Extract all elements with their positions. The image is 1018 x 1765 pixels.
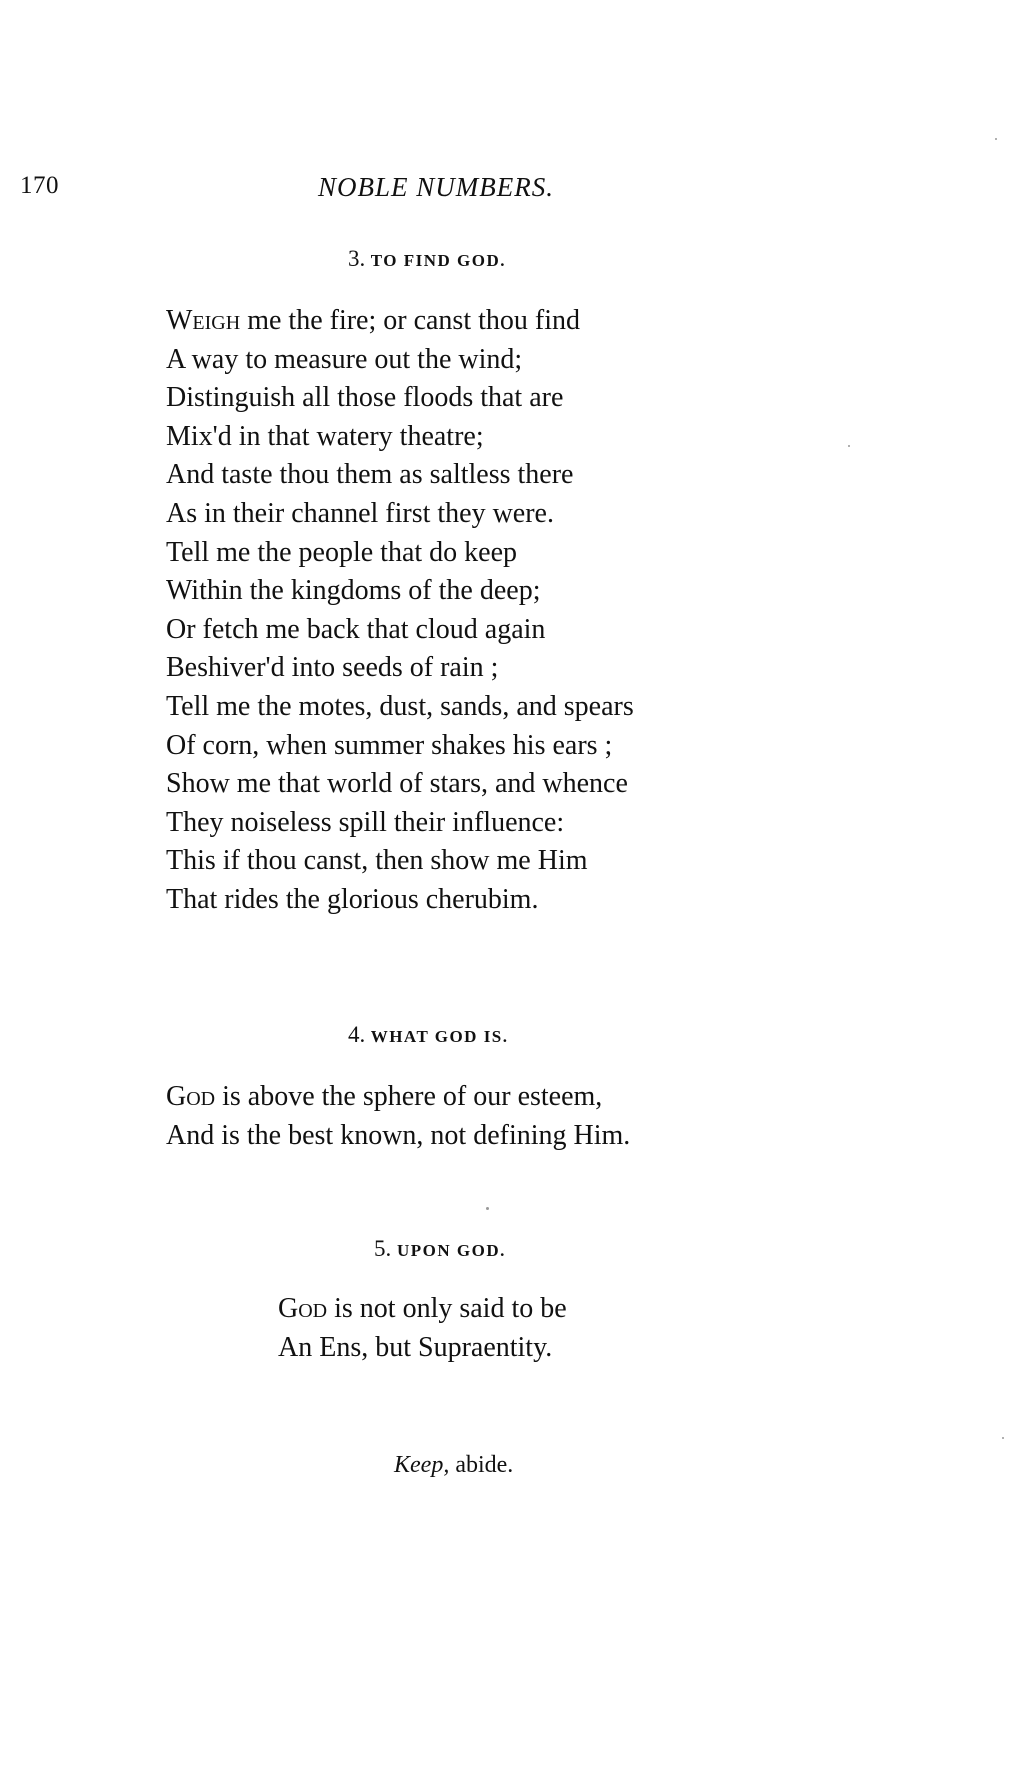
poem-line: Show me that world of stars, and whence [166,768,628,800]
poem-line: Beshiver'd into seeds of rain ; [166,652,499,684]
poem-line: Within the kingdoms of the deep; [166,575,541,607]
poem-line: Or fetch me back that cloud again [166,613,546,645]
poem-line: As in their channel first they were. [166,497,554,529]
scan-speck [848,445,850,447]
footnote-keyword: Keep, [394,1452,450,1478]
first-line-text: me the fire; or canst thou find [240,305,580,336]
poem-line: An Ens, but Supraentity. [278,1331,553,1363]
running-title: NOBLE NUMBERS. [318,172,554,202]
first-word: God [278,1293,328,1324]
first-line-text: is above the sphere of our esteem, [215,1081,603,1112]
scan-speck [486,1207,489,1210]
section-number: 5. [374,1236,392,1261]
footnote-gloss: abide. [449,1452,514,1478]
poem-line [166,302,634,341]
section-number: 4. [348,1022,366,1047]
poem-line: This if thou canst, then show me Him [166,845,588,877]
poem-to-find-god [166,302,634,920]
poem-line: Distinguish all those floods that are [166,382,564,414]
poem-line: A way to measure out the wind; [166,343,523,375]
section-number: 3. [348,246,366,271]
scan-speck [1002,1437,1004,1439]
first-word: Weigh [166,305,241,336]
scan-speck [995,138,997,140]
section-heading-upon-god [374,1236,506,1262]
section-heading-to-find-god [348,246,506,272]
poem-line [278,1290,567,1329]
poem-line: And is the best known, not defining Him. [166,1119,631,1151]
poem-line: Of corn, when summer shakes his ears ; [166,729,613,761]
poem-upon-god [278,1290,567,1367]
poem-line: Tell me the motes, dust, sands, and spears [166,690,634,722]
page-number: 170 [20,172,59,199]
footnote [394,1452,513,1479]
poem-line: That rides the glorious cherubim. [166,883,539,915]
first-word: God [166,1081,216,1112]
section-title: UPON GOD. [397,1241,506,1260]
section-title: TO FIND GOD. [370,251,506,270]
first-line-text: is not only said to be [327,1293,567,1324]
section-title: WHAT GOD IS. [370,1027,509,1046]
poem-what-god-is [166,1078,630,1155]
poem-line: And taste thou them as saltless there [166,459,574,491]
poem-line: Tell me the people that do keep [166,536,518,568]
poem-line: They noiseless spill their influence: [166,806,565,838]
section-heading-what-god-is [348,1022,509,1048]
poem-line: Mix'd in that watery theatre; [166,420,484,452]
poem-line [166,1078,630,1117]
